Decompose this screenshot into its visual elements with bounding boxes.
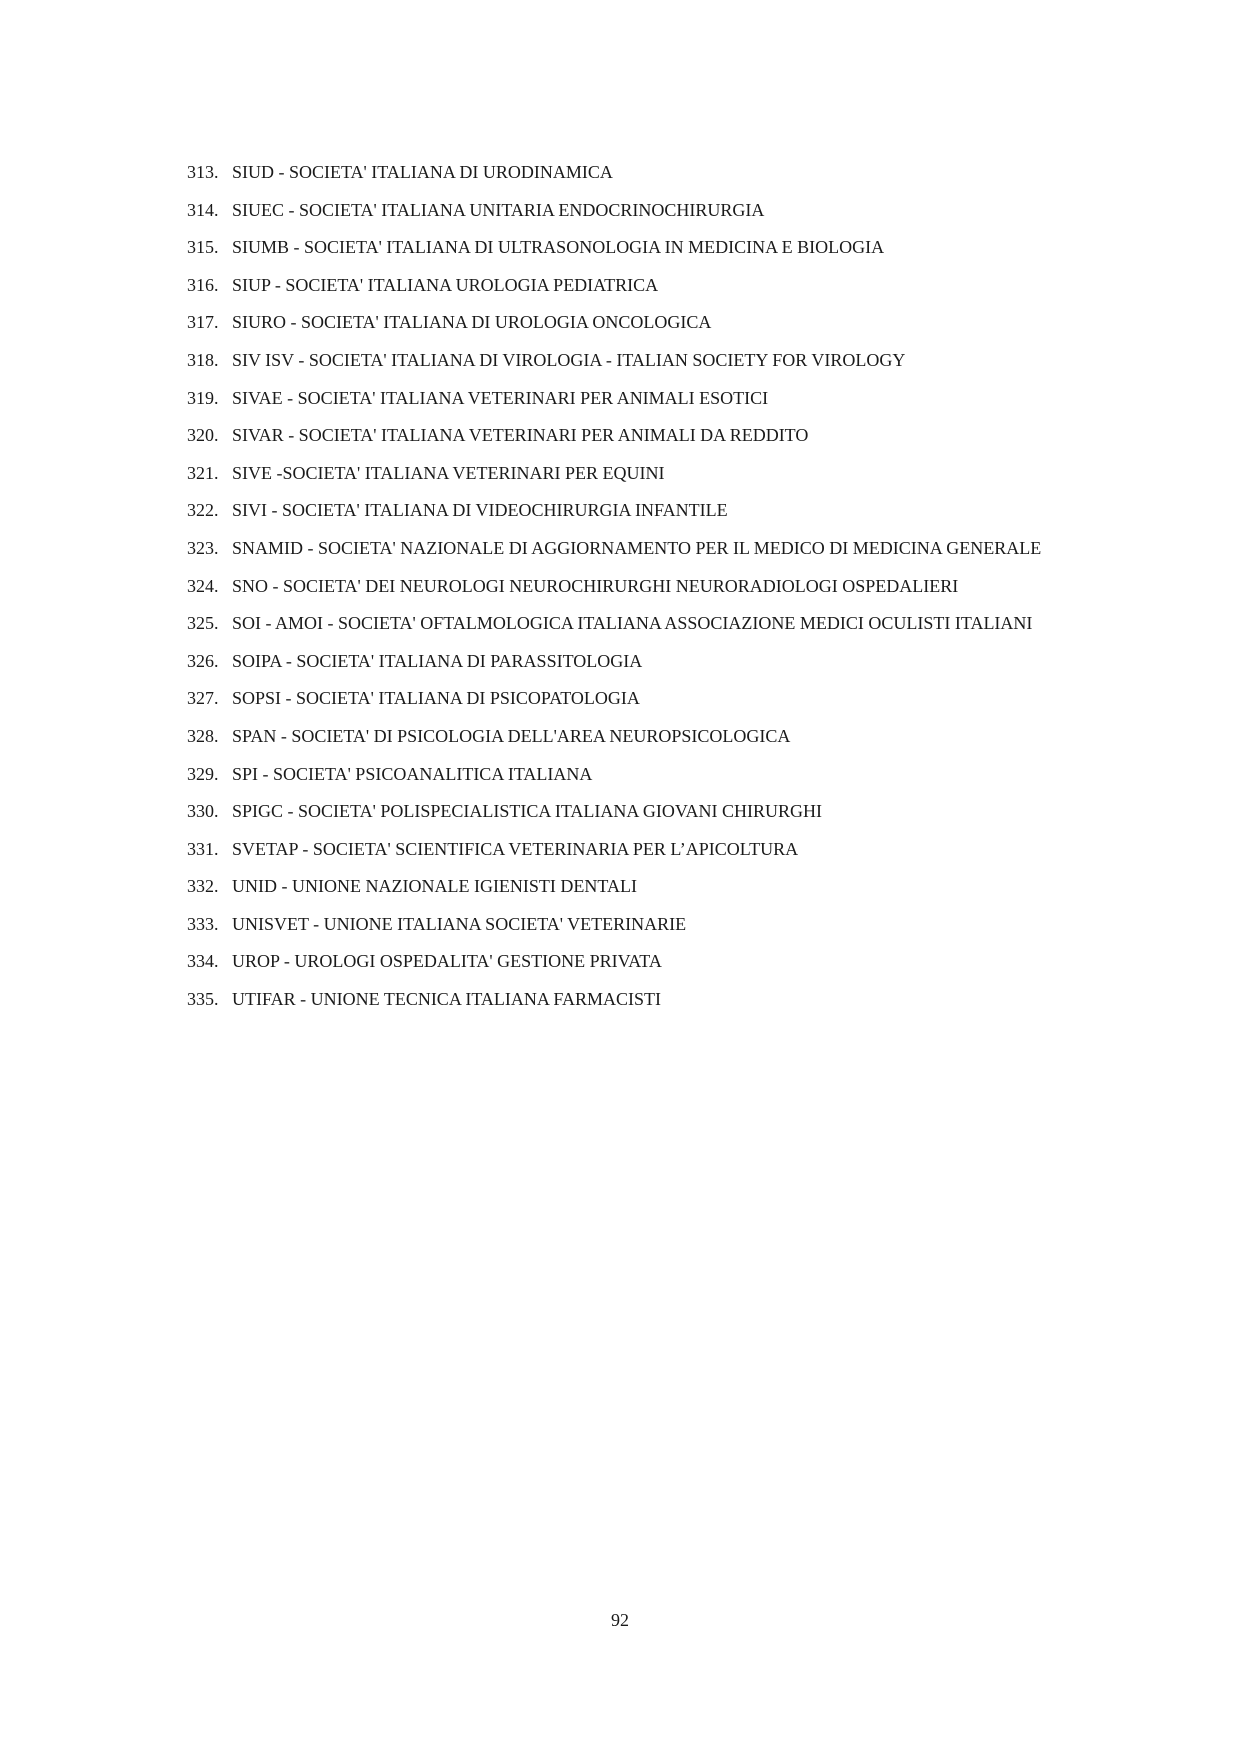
list-item xyxy=(187,380,1057,418)
page-number: 92 xyxy=(611,1610,629,1630)
item-text: SIURO - SOCIETA' ITALIANA DI UROLOGIA ONCOLOGICA xyxy=(232,312,712,333)
item-text: UNID - UNIONE NAZIONALE IGIENISTI DENTALI xyxy=(232,876,637,897)
item-number: 320. xyxy=(187,425,219,446)
item-number: 321. xyxy=(187,462,219,483)
item-number: 328. xyxy=(187,725,219,746)
item-text: SIVAR - SOCIETA' ITALIANA VETERINARI PER ANIMALI DA REDDITO xyxy=(232,425,809,446)
list-item xyxy=(187,154,1057,192)
item-text: SPAN - SOCIETA' DI PSICOLOGIA DELL'AREA NEUROPSICOLOGICA xyxy=(232,725,791,746)
item-number: 332. xyxy=(187,876,219,897)
item-text: SIV ISV - SOCIETA' ITALIANA DI VIROLOGIA - ITALIAN SOCIETY FOR VIROLOGY xyxy=(232,349,906,370)
list-item xyxy=(187,868,1057,906)
list-item xyxy=(187,304,1057,342)
item-number: 318. xyxy=(187,349,219,370)
list-item xyxy=(187,831,1057,869)
item-number: 327. xyxy=(187,688,219,709)
list-item xyxy=(187,342,1057,380)
list-item xyxy=(187,492,1057,530)
item-number: 331. xyxy=(187,838,219,859)
item-number: 317. xyxy=(187,312,219,333)
item-text: SPIGC - SOCIETA' POLISPECIALISTICA ITALIANA GIOVANI CHIRURGHI xyxy=(232,801,823,822)
list-item xyxy=(187,417,1057,455)
item-number: 319. xyxy=(187,387,219,408)
item-text: SIVAE - SOCIETA' ITALIANA VETERINARI PER ANIMALI ESOTICI xyxy=(232,387,769,408)
list-item xyxy=(187,718,1057,756)
item-text: SPI - SOCIETA' PSICOANALITICA ITALIANA xyxy=(232,763,593,784)
list-item xyxy=(187,455,1057,493)
item-number: 333. xyxy=(187,913,219,934)
item-text: SIUD - SOCIETA' ITALIANA DI URODINAMICA xyxy=(232,162,613,182)
item-text: SIUP - SOCIETA' ITALIANA UROLOGIA PEDIATRICA xyxy=(232,274,659,295)
item-text: UROP - UROLOGI OSPEDALITA' GESTIONE PRIVATA xyxy=(232,951,662,972)
item-text: SOI - AMOI - SOCIETA' OFTALMOLOGICA ITALIANA ASSOCIAZIONE MEDICI OCULISTI ITALIANI xyxy=(232,613,1033,634)
list-item xyxy=(187,943,1057,981)
item-number: 314. xyxy=(187,199,219,220)
item-text: SVETAP - SOCIETA' SCIENTIFICA VETERINARIA PER L’APICOLTURA xyxy=(232,838,799,859)
list-item xyxy=(187,192,1057,230)
list-item xyxy=(187,793,1057,831)
list-item xyxy=(187,680,1057,718)
item-number: 315. xyxy=(187,237,219,258)
list-item xyxy=(187,605,1057,643)
item-number: 313. xyxy=(187,162,219,182)
list-item xyxy=(187,530,1057,568)
list-item xyxy=(187,229,1057,267)
list-item xyxy=(187,756,1057,794)
item-text: SIUEC - SOCIETA' ITALIANA UNITARIA ENDOCRINOCHIRURGIA xyxy=(232,199,765,220)
item-text: SIVI - SOCIETA' ITALIANA DI VIDEOCHIRURGIA INFANTILE xyxy=(232,500,728,521)
item-number: 335. xyxy=(187,989,219,1010)
item-text: UTIFAR - UNIONE TECNICA ITALIANA FARMACISTI xyxy=(232,989,662,1010)
item-text: SIUMB - SOCIETA' ITALIANA DI ULTRASONOLOGIA IN MEDICINA E BIOLOGIA xyxy=(232,237,885,258)
item-text: UNISVET - UNIONE ITALIANA SOCIETA' VETERINARIE xyxy=(232,913,687,934)
item-number: 325. xyxy=(187,613,219,634)
list-item xyxy=(187,643,1057,681)
item-number: 330. xyxy=(187,801,219,822)
society-list xyxy=(187,154,1057,1019)
item-number: 334. xyxy=(187,951,219,972)
item-text: SNO - SOCIETA' DEI NEUROLOGI NEUROCHIRURGHI NEURORADIOLOGI OSPEDALIERI xyxy=(232,575,959,596)
item-number: 323. xyxy=(187,537,219,558)
item-number: 326. xyxy=(187,650,219,671)
item-number: 324. xyxy=(187,575,219,596)
list-item xyxy=(187,981,1057,1019)
item-number: 322. xyxy=(187,500,219,521)
item-text: SOPSI - SOCIETA' ITALIANA DI PSICOPATOLOGIA xyxy=(232,688,640,709)
item-text: SOIPA - SOCIETA' ITALIANA DI PARASSITOLOGIA xyxy=(232,650,643,671)
list-item xyxy=(187,568,1057,606)
item-text: SIVE -SOCIETA' ITALIANA VETERINARI PER EQUINI xyxy=(232,462,665,483)
list-item xyxy=(187,267,1057,305)
item-number: 329. xyxy=(187,763,219,784)
item-number: 316. xyxy=(187,274,219,295)
item-text: SNAMID - SOCIETA' NAZIONALE DI AGGIORNAMENTO PER IL MEDICO DI MEDICINA GENERALE xyxy=(232,537,1042,558)
list-item xyxy=(187,906,1057,944)
